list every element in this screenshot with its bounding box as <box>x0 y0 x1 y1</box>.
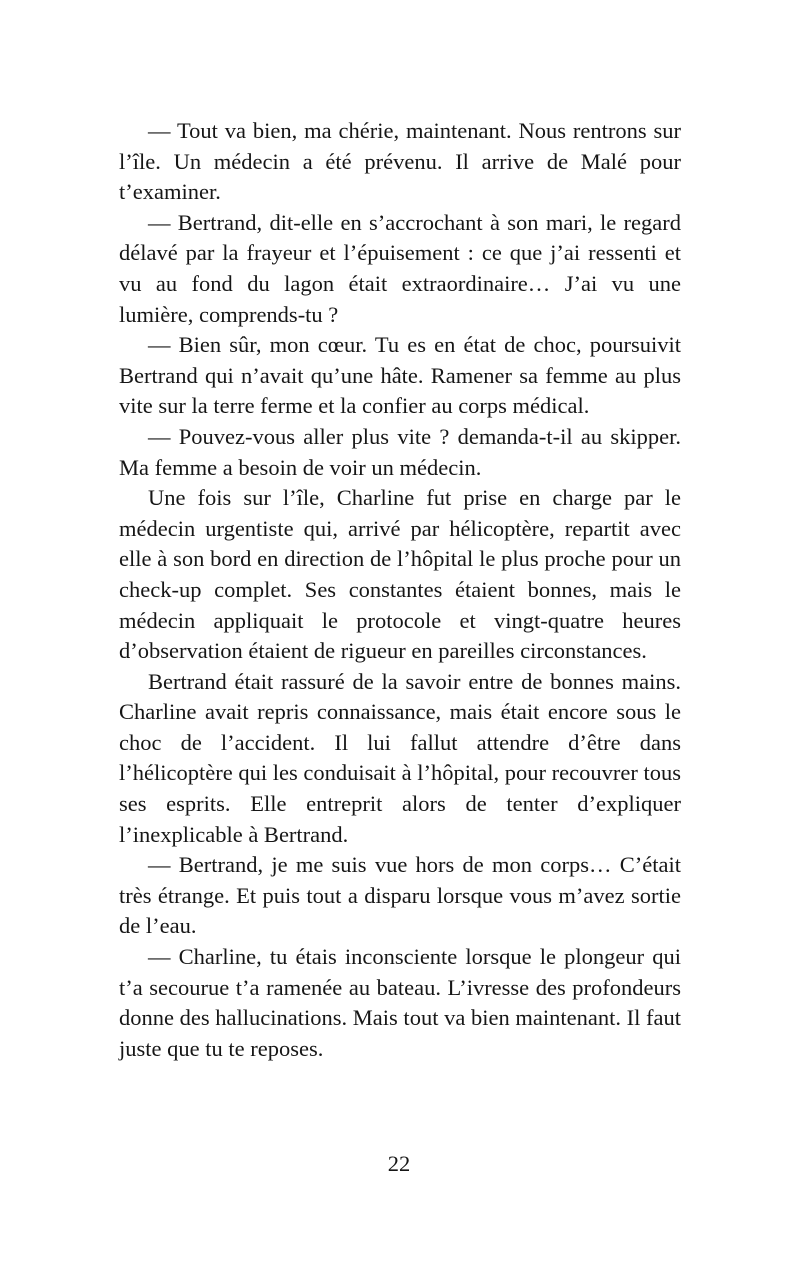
paragraph-8: — Charline, tu étais inconsciente lorsque le plongeur qui t’a secourue t’a ramenée au bateau. L’ivresse des profondeurs donne des hallucinations. Mais tout va bien maintenant. Il faut juste que tu te reposes. <box>119 944 681 1061</box>
paragraph-7: — Bertrand, je me suis vue hors de mon corps… C’était très étrange. Et puis tout a disparu lorsque vous m’avez sortie de l’eau. <box>119 852 681 939</box>
paragraph-1: — Tout va bien, ma chérie, maintenant. Nous rentrons sur l’île. Un médecin a été prévenu. Il arrive de Malé pour t’examiner. <box>119 118 681 205</box>
paragraph-4: — Pouvez-vous aller plus vite ? demanda-t-il au skipper. Ma femme a besoin de voir un médecin. <box>119 423 681 480</box>
paragraph-3: — Bien sûr, mon cœur. Tu es en état de choc, poursuivit Bertrand qui n’avait qu’une hâte. Ramener sa femme au plus vite sur la terre ferme et la confier au corps médical. <box>119 332 681 419</box>
body-text <box>119 116 681 1064</box>
paragraph-5: Une fois sur l’île, Charline fut prise en charge par le médecin urgentiste qui, arrivé par hélicoptère, repartit avec elle à son bord en direction de l’hôpital le plus proche pour un check-up complet. Ses constantes étaient bonnes, mais le médecin appliquait le protocole et vingt-quatre heures d’observation étaient de rigueur en pareilles circonstances. <box>119 485 681 664</box>
paragraph-6: Bertrand était rassuré de la savoir entre de bonnes mains. Charline avait repris connaissance, mais était encore sous le choc de l’accident. Il lui fallut attendre d’être dans l’hélicoptère qui les conduisait à l’hôpital, pour recouvrer tous ses esprits. Elle entreprit alors de tenter d’expliquer l’inexplicable à Bertrand. <box>119 668 681 847</box>
page-number: 22 <box>387 1151 411 1176</box>
paragraph-2: — Bertrand, dit-elle en s’accrochant à son mari, le regard délavé par la frayeur et l’épuisement : ce que j’ai ressenti et vu au fond du lagon était extraordinaire… J’ai vu une lumière, comprends-tu ? <box>119 209 681 327</box>
